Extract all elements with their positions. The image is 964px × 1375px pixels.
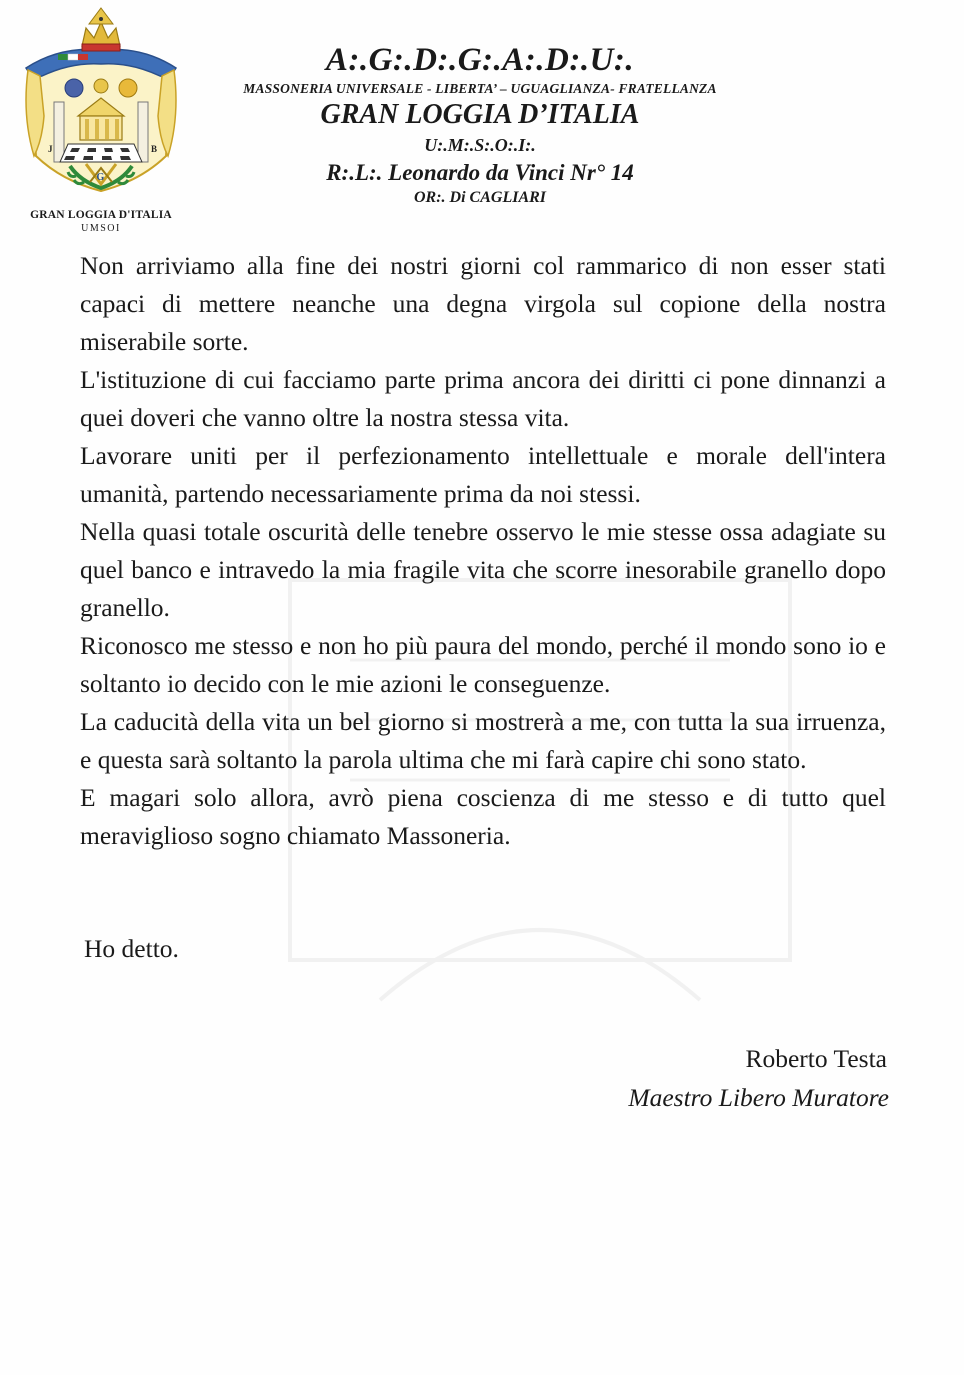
emblem-logo-graphic (20, 6, 182, 206)
emblem-center-letter: G (96, 172, 105, 183)
body-paragraph: Non arriviamo alla fine dei nostri giorni col rammarico di non esser stati capaci di mettere neanche una degna virgola sul copione della nostra miserabile sorte. (80, 251, 886, 356)
letterhead-orient: OR:. Di CAGLIARI (413, 189, 547, 206)
body-paragraph: La caducità della vita un bel giorno si mostrerà a me, con tutta la sua irruenza, e questa sarà soltanto la parola ultima che mi farà capire chi sono stato. (80, 707, 886, 774)
letterhead-tagline: MASSONERIA UNIVERSALE - LIBERTA’ – UGUAGLIANZA- FRATELLANZA (243, 81, 717, 96)
pillar-right-letter: B (151, 144, 158, 154)
body-paragraph: E magari solo allora, avrò piena coscienza di me stesso e di tutto quel meraviglioso sogno chiamato Massoneria. (80, 783, 886, 850)
emblem-subcaption: UMSOI (81, 223, 121, 234)
body-paragraph: Riconosco me stesso e non ho più paura del mondo, perché il mondo sono io e soltanto io decido con le mie azioni le conseguenze. (80, 631, 886, 698)
body-paragraph: Nella quasi totale oscurità delle tenebre osservo le mie stesse ossa adagiate su quel banco e intravedo la mia fragile vita che scorre inesorabile granello dopo granello. (80, 517, 886, 622)
closing-line: Ho detto. (84, 934, 179, 963)
letterhead-lodge-name: GRAN LOGGIA D’ITALIA (320, 99, 640, 130)
lodge-emblem (16, 6, 186, 236)
letter-body (80, 247, 886, 855)
letterhead-acronym: U:.M:.S:.O:.I:. (424, 135, 536, 155)
body-paragraph: Lavorare uniti per il perfezionamento intellettuale e morale dell'intera umanità, partendo necessariamente prima da noi stessi. (80, 441, 886, 508)
pillar-left-letter: J (48, 144, 53, 154)
letterhead-motto: A:.G:.D:.G:.A:.D:.U:. (325, 42, 635, 78)
letterhead-respectable-lodge: R:.L:. Leonardo da Vinci Nr° 14 (326, 160, 634, 185)
signature-name: Roberto Testa (745, 1044, 887, 1073)
letterhead (190, 40, 770, 208)
emblem-caption: GRAN LOGGIA D'ITALIA (30, 209, 172, 221)
body-paragraph: L'istituzione di cui facciamo parte prima ancora dei diritti ci pone dinnanzi a quei doveri che vanno oltre la nostra stessa vita. (80, 365, 886, 432)
signature-title: Maestro Libero Muratore (628, 1083, 889, 1112)
